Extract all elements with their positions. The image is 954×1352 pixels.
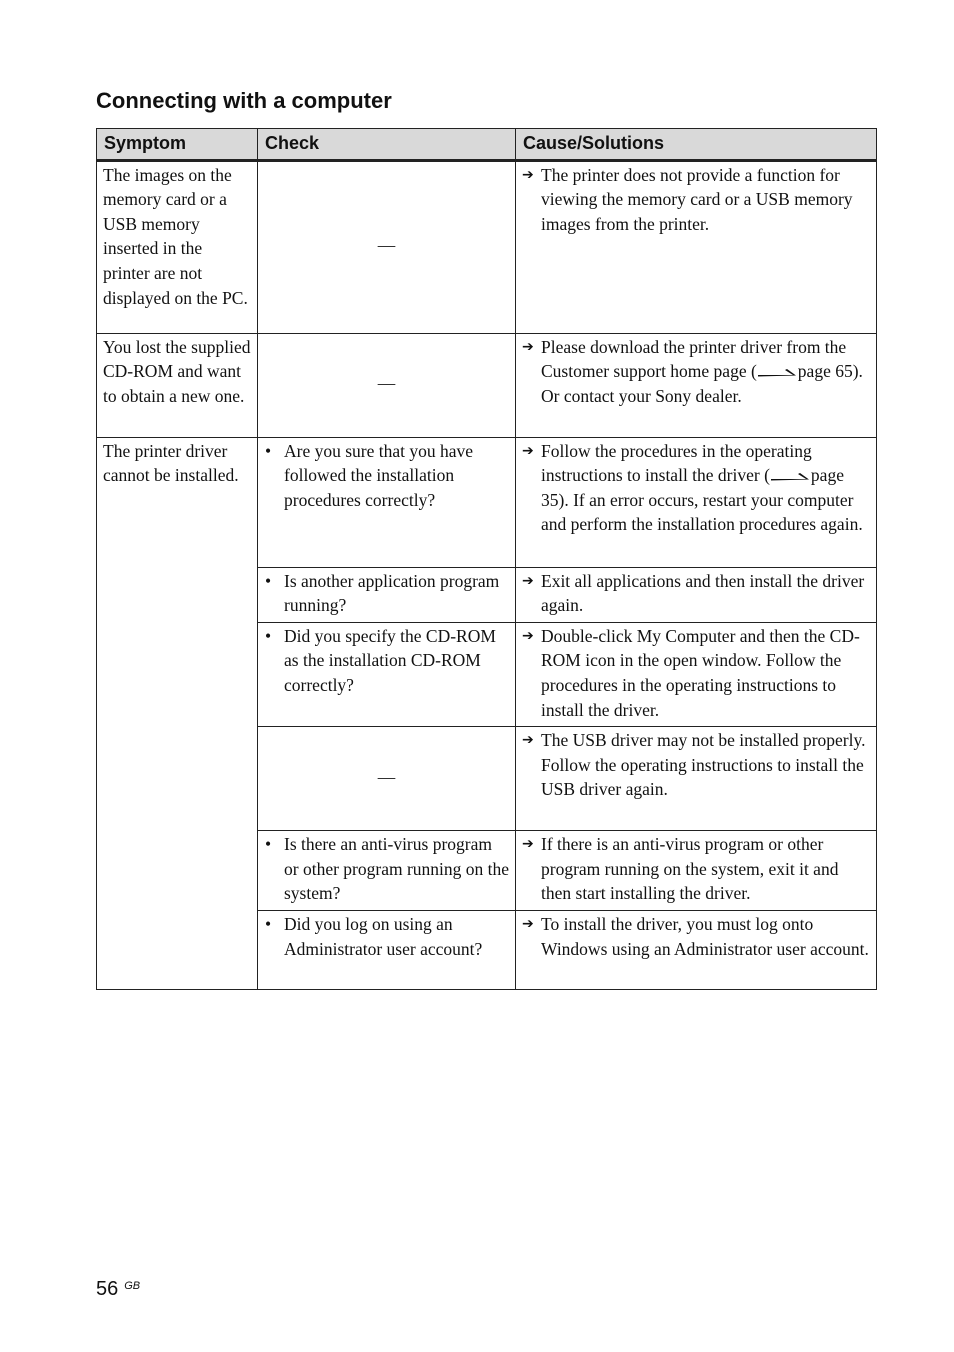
bullet: • xyxy=(265,440,272,461)
table-row xyxy=(97,437,877,567)
check-text: Is there an anti-virus program or other program running on the system? xyxy=(284,834,510,904)
page-title: Connecting with a computer xyxy=(96,88,392,113)
cause-text-before: Please download the printer driver from the Customer support home page ( xyxy=(541,336,847,382)
header-cause-solutions: Cause/Solutions xyxy=(516,129,877,161)
page-reference-arrow-icon xyxy=(770,472,810,482)
cause-cell xyxy=(516,437,877,567)
cause-cell xyxy=(516,831,877,911)
bullet: • xyxy=(265,914,272,935)
arrow-icon: ➔ xyxy=(522,442,534,459)
cause-cell xyxy=(516,911,877,990)
symptom-cell: The images on the memory card or a USB memory inserted in the printer are not displayed on the PC. xyxy=(97,160,258,333)
check-cell xyxy=(258,622,516,726)
arrow-icon: ➔ xyxy=(522,166,534,183)
cause-cell xyxy=(516,567,877,622)
check-text: Did you log on using an Administrator user account? xyxy=(284,914,483,959)
cause-text: To install the driver, you must log onto Windows using an Administrator user account. xyxy=(541,914,869,959)
region-code: GB xyxy=(124,1280,141,1292)
check-text: Are you sure that you have followed the installation procedures correctly? xyxy=(284,440,474,510)
table-row xyxy=(97,160,877,333)
table-header-row xyxy=(97,129,877,161)
page-footer xyxy=(96,1278,140,1301)
arrow-icon: ➔ xyxy=(522,916,534,933)
arrow-icon: ➔ xyxy=(522,732,534,749)
cause-text: The printer does not provide a function for viewing the memory card or a USB memory images from the printer. xyxy=(541,164,853,234)
cause-text: Double-click My Computer and then the CD-ROM icon in the open window. Follow the procedures in the operating instructions to install the driver. xyxy=(541,625,860,720)
arrow-icon: ➔ xyxy=(522,627,534,644)
table-row xyxy=(97,333,877,437)
header-check: Check xyxy=(258,129,516,161)
cause-cell xyxy=(516,160,877,333)
arrow-icon: ➔ xyxy=(522,572,534,589)
check-cell xyxy=(258,831,516,911)
symptom-cell: You lost the supplied CD-ROM and want to obtain a new one. xyxy=(97,333,258,437)
arrow-icon: ➔ xyxy=(522,338,534,355)
cause-text: The USB driver may not be installed properly. Follow the operating instructions to install the USB driver again. xyxy=(541,730,866,800)
arrow-icon: ➔ xyxy=(522,836,534,853)
bullet: • xyxy=(265,834,272,855)
check-cell xyxy=(258,437,516,567)
cause-text-before: Follow the procedures in the operating instructions to install the driver ( xyxy=(541,440,812,486)
header-symptom: Symptom xyxy=(97,129,258,161)
cause-text-after: page 35). If an error occurs, restart your computer and perform the installation procedures again. xyxy=(541,465,863,535)
troubleshooting-table xyxy=(96,128,877,990)
check-cell xyxy=(258,567,516,622)
check-cell: — xyxy=(258,160,516,333)
bullet: • xyxy=(265,570,272,591)
bullet: • xyxy=(265,625,272,646)
check-text: Did you specify the CD-ROM as the installation CD-ROM correctly? xyxy=(284,625,496,695)
cause-cell xyxy=(516,622,877,726)
cause-text: If there is an anti-virus program or other program running on the system, exit it and then start installing the driver. xyxy=(541,834,839,904)
check-cell xyxy=(258,911,516,990)
page-reference-arrow-icon xyxy=(757,368,797,378)
symptom-cell: The printer driver cannot be installed. xyxy=(97,437,258,990)
check-cell: — xyxy=(258,727,516,831)
cause-cell xyxy=(516,727,877,831)
page-number: 56 xyxy=(96,1278,119,1300)
cause-text: Exit all applications and then install the driver again. xyxy=(541,570,865,616)
cause-cell xyxy=(516,333,877,437)
check-text: Is another application program running? xyxy=(284,570,500,616)
check-cell: — xyxy=(258,333,516,437)
cause-text-after: page 65). Or contact your Sony dealer. xyxy=(541,361,863,406)
